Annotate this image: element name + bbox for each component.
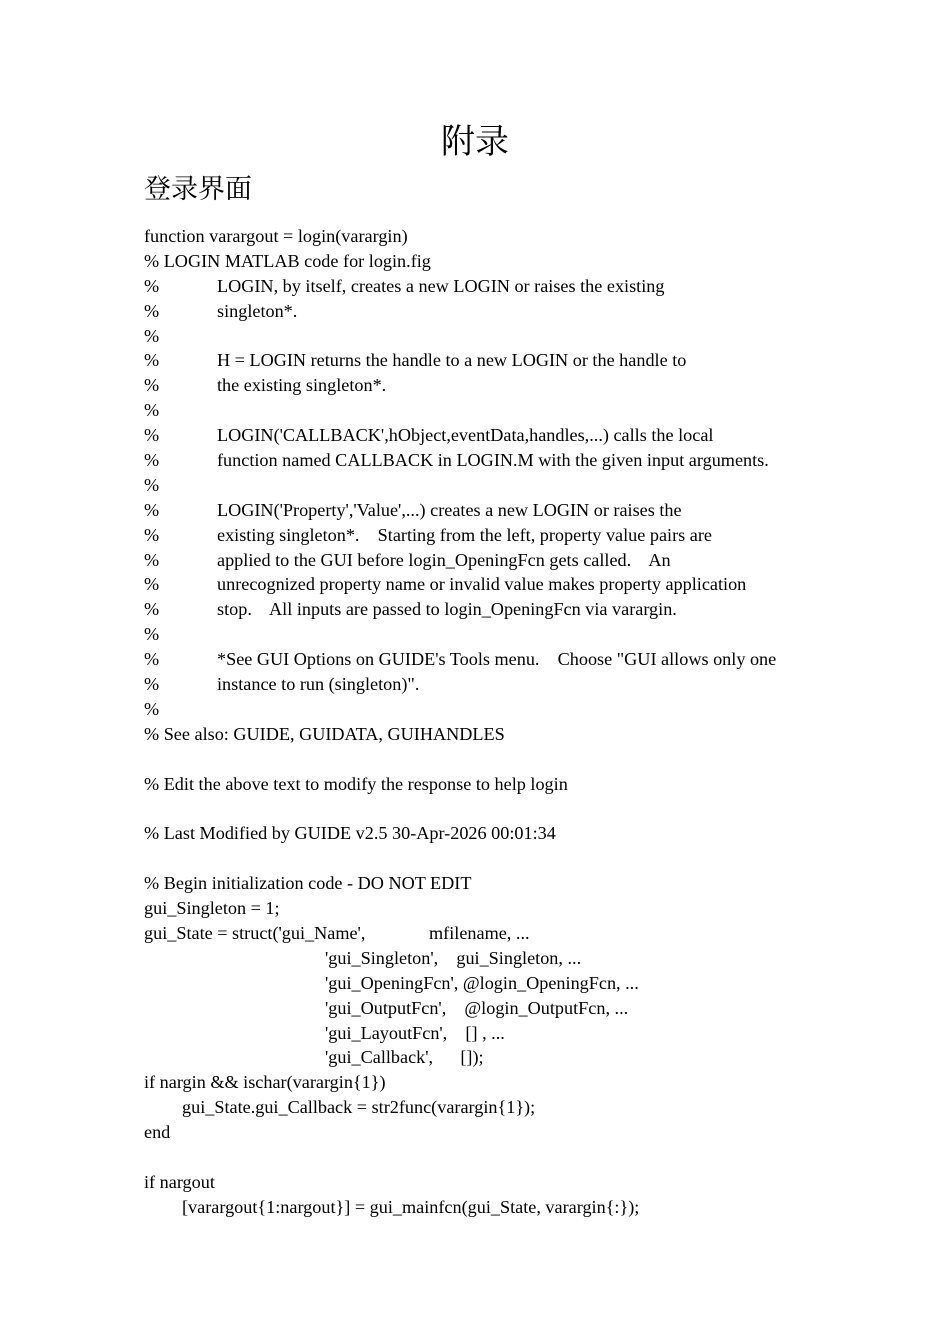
code-line bbox=[144, 672, 844, 697]
code-line bbox=[144, 772, 844, 797]
comment-text: LOGIN, by itself, creates a new LOGIN or raises the existing bbox=[217, 275, 665, 296]
code-line bbox=[144, 871, 844, 896]
code-text: 'gui_LayoutFcn', [] , ... bbox=[325, 1022, 505, 1043]
comment-marker: % bbox=[144, 275, 160, 296]
code-line bbox=[144, 996, 844, 1021]
section-heading: 登录界面 bbox=[144, 174, 252, 205]
comment-marker: % bbox=[144, 325, 160, 346]
comment-text: singleton*. bbox=[217, 300, 298, 321]
code-line bbox=[144, 921, 844, 946]
code-line bbox=[144, 299, 844, 324]
code-line bbox=[144, 274, 844, 299]
comment-marker: % bbox=[144, 649, 160, 670]
code-line bbox=[144, 1070, 844, 1095]
code-text: 'gui_OutputFcn', @login_OutputFcn, ... bbox=[325, 997, 629, 1018]
code-line bbox=[144, 423, 844, 448]
code-line bbox=[144, 796, 844, 821]
code-text: if nargout bbox=[144, 1171, 215, 1192]
code-line bbox=[144, 548, 844, 573]
code-text: % LOGIN MATLAB code for login.fig bbox=[144, 250, 431, 271]
comment-text: LOGIN('CALLBACK',hObject,eventData,handles,...) calls the local bbox=[217, 425, 714, 446]
comment-marker: % bbox=[144, 624, 160, 645]
comment-marker: % bbox=[144, 450, 160, 471]
comment-text: LOGIN('Property','Value',...) creates a new LOGIN or raises the bbox=[217, 499, 682, 520]
code-line bbox=[144, 971, 844, 996]
code-text: % Last Modified by GUIDE v2.5 30-Apr-2026 00:01:34 bbox=[144, 823, 556, 844]
comment-marker: % bbox=[144, 474, 160, 495]
comment-marker: % bbox=[144, 549, 160, 570]
code-line bbox=[144, 523, 844, 548]
code-text: gui_State = struct('gui_Name', mfilename, ... bbox=[144, 922, 530, 943]
code-line bbox=[144, 821, 844, 846]
comment-marker: % bbox=[144, 524, 160, 545]
code-text: % See also: GUIDE, GUIDATA, GUIHANDLES bbox=[144, 723, 505, 744]
comment-marker: % bbox=[144, 375, 160, 396]
comment-marker: % bbox=[144, 698, 160, 719]
code-line bbox=[144, 747, 844, 772]
code-line bbox=[144, 622, 844, 647]
code-text: gui_Singleton = 1; bbox=[144, 898, 280, 919]
code-line bbox=[144, 647, 844, 672]
code-text: if nargin && ischar(varargin{1}) bbox=[144, 1072, 386, 1093]
code-line bbox=[144, 373, 844, 398]
code-line bbox=[144, 572, 844, 597]
comment-marker: % bbox=[144, 400, 160, 421]
comment-text: existing singleton*. Starting from the left, property value pairs are bbox=[217, 524, 712, 545]
code-line bbox=[144, 896, 844, 921]
code-line bbox=[144, 697, 844, 722]
comment-text: applied to the GUI before login_OpeningFcn gets called. An bbox=[217, 549, 671, 570]
code-text: % Begin initialization code - DO NOT EDIT bbox=[144, 873, 472, 894]
code-line bbox=[144, 348, 844, 373]
code-text: [varargout{1:nargout}] = gui_mainfcn(gui_State, varargin{:}); bbox=[182, 1196, 640, 1217]
comment-text: instance to run (singleton)". bbox=[217, 674, 420, 695]
comment-text: H = LOGIN returns the handle to a new LOGIN or the handle to bbox=[217, 350, 687, 371]
comment-text: *See GUI Options on GUIDE's Tools menu. Choose "GUI allows only one bbox=[217, 649, 777, 670]
code-line bbox=[144, 249, 844, 274]
code-text: end bbox=[144, 1122, 171, 1143]
code-text: % Edit the above text to modify the response to help login bbox=[144, 773, 568, 794]
code-line bbox=[144, 224, 844, 249]
comment-text: stop. All inputs are passed to login_OpeningFcn via varargin. bbox=[217, 599, 677, 620]
code-text: 'gui_Callback', []); bbox=[325, 1047, 484, 1068]
code-line bbox=[144, 473, 844, 498]
comment-marker: % bbox=[144, 674, 160, 695]
code-line bbox=[144, 398, 844, 423]
page-title: 附录 bbox=[441, 122, 509, 162]
comment-text: function named CALLBACK in LOGIN.M with the given input arguments. bbox=[217, 450, 769, 471]
comment-marker: % bbox=[144, 300, 160, 321]
code-line bbox=[144, 1021, 844, 1046]
code-line bbox=[144, 946, 844, 971]
comment-marker: % bbox=[144, 599, 160, 620]
code-text: function varargout = login(varargin) bbox=[144, 226, 408, 246]
code-line bbox=[144, 1045, 844, 1070]
code-line bbox=[144, 1195, 844, 1220]
code-line bbox=[144, 324, 844, 349]
comment-marker: % bbox=[144, 425, 160, 446]
code-text: gui_State.gui_Callback = str2func(varargin{1}); bbox=[182, 1097, 536, 1118]
code-text: 'gui_Singleton', gui_Singleton, ... bbox=[325, 947, 582, 968]
code-line bbox=[144, 846, 844, 871]
comment-marker: % bbox=[144, 350, 160, 371]
code-line bbox=[144, 1095, 844, 1120]
code-line bbox=[144, 498, 844, 523]
code-line bbox=[144, 597, 844, 622]
code-text: 'gui_OpeningFcn', @login_OpeningFcn, ... bbox=[325, 972, 639, 993]
comment-text: the existing singleton*. bbox=[217, 375, 387, 396]
comment-marker: % bbox=[144, 574, 160, 595]
code-line bbox=[144, 448, 844, 473]
comment-text: unrecognized property name or invalid value makes property application bbox=[217, 574, 747, 595]
comment-marker: % bbox=[144, 499, 160, 520]
code-line bbox=[144, 1170, 844, 1195]
code-listing bbox=[144, 224, 844, 1220]
code-line bbox=[144, 1145, 844, 1170]
code-line bbox=[144, 722, 844, 747]
code-line bbox=[144, 1120, 844, 1145]
